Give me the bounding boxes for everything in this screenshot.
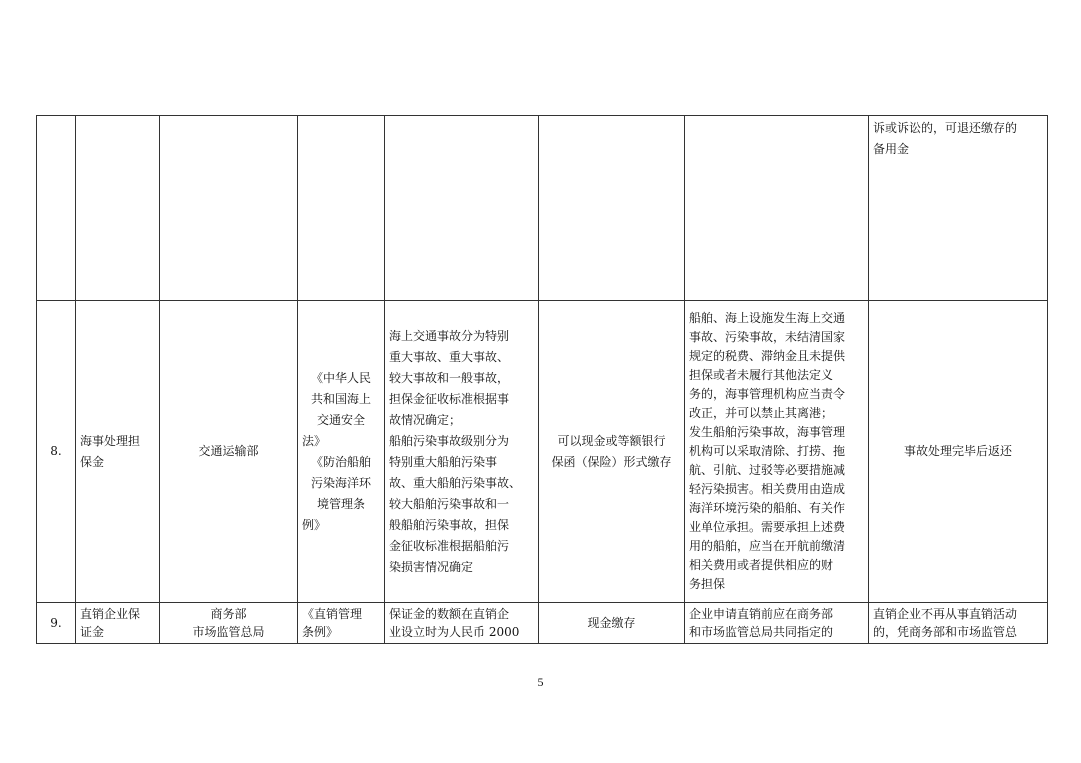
cell-refund: 事故处理完毕后返还 (869, 301, 1048, 603)
cell-method: 现金缴存 (539, 603, 685, 644)
cell-law: 《直销管理 条例》 (298, 603, 385, 644)
fee-table (36, 115, 1048, 644)
cell-method (539, 116, 685, 301)
cell-num: 8. (37, 301, 76, 603)
cell-num (37, 116, 76, 301)
cell-standard: 保证金的数额在直销企 业设立时为人民币 2000 (385, 603, 539, 644)
cell-law (298, 116, 385, 301)
cell-name: 直销企业保 证金 (76, 603, 160, 644)
cell-dept: 交通运输部 (160, 301, 298, 603)
cell-standard: 海上交通事故分为特别 重大事故、重大事故、 较大事故和一般事故， 担保金征收标准根据事 故情况确定； 船舶污染事故级别分为 特别重大船舶污染事 故、重大船舶污染事故、 较大船舶污染事故和一 般船舶污染事故，担保 金征收标准根据船舶污 染损害情况确定 (385, 301, 539, 603)
cell-refund: 诉或诉讼的，可退还缴存的 备用金 (869, 116, 1048, 301)
cell-usage: 企业申请直销前应在商务部 和市场监管总局共同指定的 (685, 603, 869, 644)
table-row-continued (37, 116, 1048, 301)
cell-law: 《中华人民 共和国海上 交通安全 法》 《防治船舶 污染海洋环 境管理条 例》 (298, 301, 385, 603)
cell-num: 9. (37, 603, 76, 644)
table-row-8 (37, 301, 1048, 603)
cell-name: 海事处理担 保金 (76, 301, 160, 603)
page-number: 5 (537, 675, 544, 689)
cell-usage (685, 116, 869, 301)
cell-dept (160, 116, 298, 301)
cell-name (76, 116, 160, 301)
cell-dept: 商务部 市场监管总局 (160, 603, 298, 644)
cell-refund: 直销企业不再从事直销活动 的，凭商务部和市场监管总 (869, 603, 1048, 644)
cell-usage: 船舶、海上设施发生海上交通 事故、污染事故，未结清国家 规定的税费、滞纳金且未提供 担保或者未履行其他法定义 务的，海事管理机构应当责令 改正，并可以禁止其离港； 发生船舶污染事故，海事管理 机构可以采取清除、打捞、拖 航、引航、过驳等必要措施减 轻污染损害。相关费用由造成 海洋环境污染的船舶、有关作 业单位承担。需要承担上述费 用的船舶，应当在开航前缴清 相关费用或者提供相应的财 务担保 (685, 301, 869, 603)
cell-method: 可以现金或等额银行 保函（保险）形式缴存 (539, 301, 685, 603)
table-row-9 (37, 603, 1048, 644)
cell-standard (385, 116, 539, 301)
